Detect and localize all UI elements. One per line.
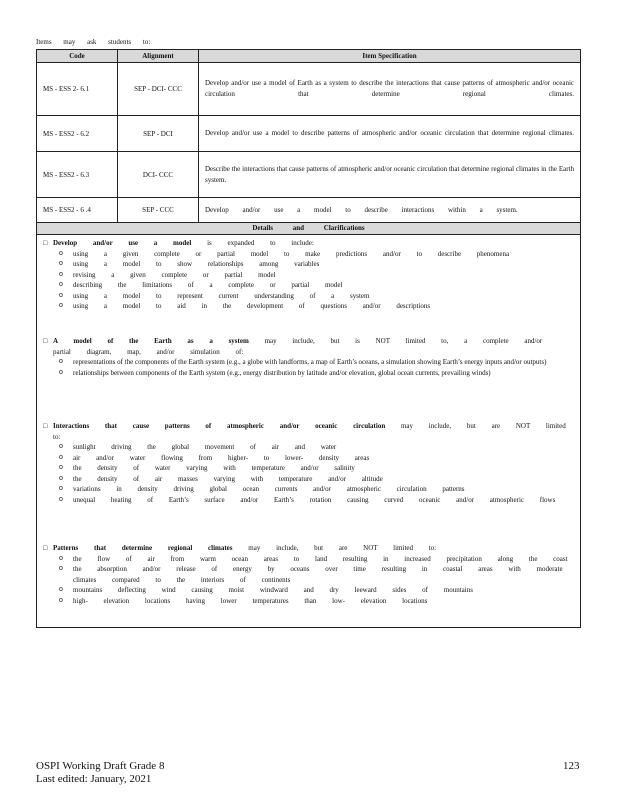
circle-bullet-icon: o: [59, 368, 63, 376]
lead-bold: Interactions that cause patterns of atmospheric and/or oceanic circulation: [53, 422, 386, 430]
intro-text: Items may ask students to:: [36, 38, 151, 46]
lead-bold: Patterns that determine regional climates: [53, 544, 233, 552]
list-item: o using a given complete or partial model to make predictions and/or to describe phenomena: [59, 249, 510, 258]
details-box: [36, 222, 581, 628]
list-item: o revising a given complete or partial model: [59, 270, 276, 279]
lead-rest: may include, but is NOT limited to, a complete and/or partial diagram, map, and/or simulation of:: [53, 337, 543, 356]
footer-title: OSPI Working Draft Grade 8: [36, 760, 165, 772]
header-alignment: Alignment: [118, 50, 199, 63]
list-item: o high- elevation locations having lower temperatures than low- elevation locations: [59, 596, 428, 605]
header-code: Code: [37, 50, 118, 63]
header-item-spec: Item Specification: [199, 50, 581, 63]
lead-bold: A model of the Earth as a system: [53, 337, 249, 345]
circle-bullet-icon: o: [59, 358, 63, 365]
section-lead: [43, 238, 572, 249]
footer-edited: Last edited: January, 2021: [36, 773, 152, 785]
circle-bullet-icon: o: [59, 260, 63, 267]
circle-bullet-icon: o: [59, 291, 63, 299]
list-item: o using a model to aid in the development of questions and/or descriptions: [59, 302, 431, 310]
circle-bullet-icon: o: [59, 474, 63, 482]
list-item: o the density of water varying with temperature and/or salinity: [59, 464, 355, 472]
circle-bullet-icon: o: [59, 302, 63, 309]
list-item: o representations of the components of the Earth system (e.g., a globe with landforms, a map of Earth’s oceans, a simulation showing Earth’s energy inputs and/or outputs): [59, 358, 547, 366]
list-item: o air and/or water flowing from higher- to lower- density areas: [59, 453, 370, 462]
row-spec: Develop and/or use a model to describe interactions within a system.: [199, 198, 581, 223]
table-row: [37, 152, 581, 198]
circle-bullet-icon: o: [59, 565, 63, 572]
list-item: o using a model to show relationships among variables: [59, 260, 320, 268]
row-alignment: DCI- CCC: [118, 152, 199, 198]
checkbox-bullet-icon: □: [43, 422, 48, 430]
row-code: MS - ESS2 - 6 .4: [37, 198, 118, 223]
row-alignment: SEP - CCC: [118, 198, 199, 223]
circle-bullet-icon: o: [59, 249, 63, 257]
circle-bullet-icon: o: [59, 270, 63, 278]
page-number: 123: [563, 760, 580, 772]
list-item: o sunlight driving the global movement of air and water: [59, 443, 337, 451]
circle-bullet-icon: o: [59, 586, 63, 593]
list-item: o describing the limitations of a complete or partial model: [59, 281, 343, 289]
list-item: o mountains deflecting wind causing moist windward and dry leeward sides of mountains: [59, 586, 473, 594]
table-row: [37, 63, 581, 116]
section-earth-model: [43, 336, 572, 378]
section-interactions: [43, 421, 572, 505]
footer: [36, 760, 164, 786]
table-row: [37, 116, 581, 152]
circle-bullet-icon: o: [59, 281, 63, 288]
item-spec-table: [36, 49, 581, 223]
row-spec: Develop and/or use a model of Earth as a system to describe the interactions that cause patterns of atmospheric and/or oceanic circulation that determine regional climates.: [199, 63, 581, 116]
lead-bold: Develop and/or use a model: [53, 239, 192, 247]
row-code: MS - ESS2 - 6.3: [37, 152, 118, 198]
lead-rest: is expanded to include:: [191, 239, 314, 247]
list-item: o variations in density driving global ocean currents and/or atmospheric circulation patterns: [59, 485, 465, 493]
lead-rest: may include, but are NOT limited to:: [232, 544, 437, 552]
table-header-row: [37, 50, 581, 63]
circle-bullet-icon: o: [59, 485, 63, 492]
circle-bullet-icon: o: [59, 554, 63, 562]
checkbox-bullet-icon: □: [43, 337, 48, 345]
checkbox-bullet-icon: □: [43, 544, 48, 552]
section-lead: [43, 543, 572, 554]
section-patterns: [43, 543, 572, 606]
checkbox-bullet-icon: □: [43, 239, 48, 247]
section-lead: [43, 421, 572, 442]
details-header: Details and Clarifications: [37, 223, 580, 235]
row-spec: Describe the interactions that cause patterns of atmospheric and/or oceanic circulation that determine regional climates in the Earth system.: [199, 152, 581, 198]
circle-bullet-icon: o: [59, 443, 63, 450]
list-item: o relationships between components of the Earth system (e.g., energy distribution by latitude and/or elevation, global ocean currents, prevailing winds): [59, 368, 491, 377]
lead-rest: may include, but are NOT limited to:: [53, 422, 566, 441]
row-alignment: SEP - DCI: [118, 116, 199, 152]
section-lead: [43, 336, 572, 357]
circle-bullet-icon: o: [59, 596, 63, 604]
list-item: o the flow of air from warm ocean areas to land resulting in increased precipitation along the coast: [59, 554, 568, 563]
circle-bullet-icon: o: [59, 495, 63, 503]
list-item: o the density of air masses varying with temperature and/or altitude: [59, 474, 383, 483]
list-item: o using a model to represent current understanding of a system: [59, 291, 370, 300]
row-spec: Develop and/or use a model to describe patterns of atmospheric and/or oceanic circulation that determine regional climates.: [199, 116, 581, 152]
circle-bullet-icon: o: [59, 453, 63, 461]
row-code: MS - ESS 2- 6.1: [37, 63, 118, 116]
section-develop-model: [43, 238, 572, 312]
circle-bullet-icon: o: [59, 464, 63, 471]
list-item: o the absorption and/or release of energy by oceans over time resulting in coastal areas with moderate climates compared to the interiors of continents: [59, 565, 563, 584]
list-item: o unequal heating of Earth’s surface and/or Earth’s rotation causing curved oceanic and/or atmospheric flows: [59, 495, 556, 504]
table-row: [37, 198, 581, 223]
row-code: MS - ESS2 - 6.2: [37, 116, 118, 152]
row-alignment: SEP - DCI- CCC: [118, 63, 199, 116]
